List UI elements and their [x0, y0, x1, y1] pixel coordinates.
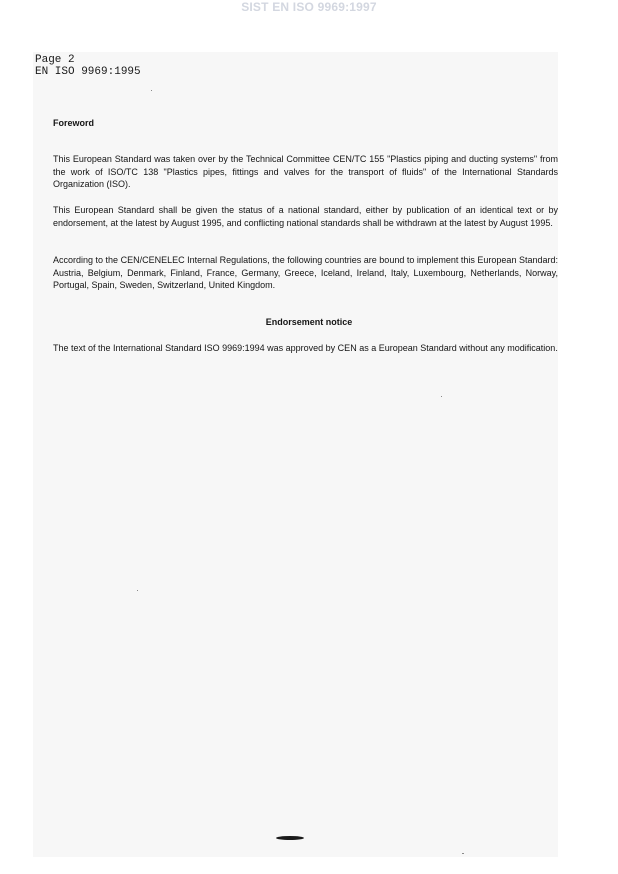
endorsement-heading: Endorsement notice	[265, 317, 353, 327]
standard-number: EN ISO 9969:1995	[35, 66, 141, 78]
foreword-paragraph: This European Standard was taken over by the Technical Committee CEN/TC 155 "Plastics piping and ducting systems" from the work of ISO/TC 138 "Plastics pipes, fittings and valves for the transport of fluids" of the International Standards Organization (ISO).	[53, 154, 558, 189]
endorsement-text: The text of the International Standard ISO 9969:1994 was approved by CEN as a European Standard without any modification.	[53, 343, 558, 353]
scan-speck	[441, 396, 442, 397]
scan-speck	[151, 90, 152, 91]
scan-speck	[137, 590, 138, 591]
foreword-paragraph: This European Standard shall be given the status of a national standard, either by publication of an identical text or by endorsement, at the latest by August 1995, and conflicting national standards shall be withdrawn at the latest by August 1995.	[53, 205, 558, 228]
page-header	[35, 54, 141, 78]
foreword-heading: Foreword	[53, 118, 95, 128]
scan-blot	[276, 836, 304, 840]
watermark: SIST EN ISO 9969:1997	[241, 0, 377, 14]
page-number: Page 2	[35, 54, 75, 66]
foreword-paragraph: According to the CEN/CENELEC Internal Regulations, the following countries are bound to implement this European Standard: Austria, Belgium, Denmark, Finland, France, Germany, Greece, Iceland, Ireland, Italy, Luxembourg, Netherlands, Norway, Portugal, Spain, Sweden, Switzerland, United Kingdom.	[53, 255, 558, 290]
scan-speck	[462, 853, 464, 854]
